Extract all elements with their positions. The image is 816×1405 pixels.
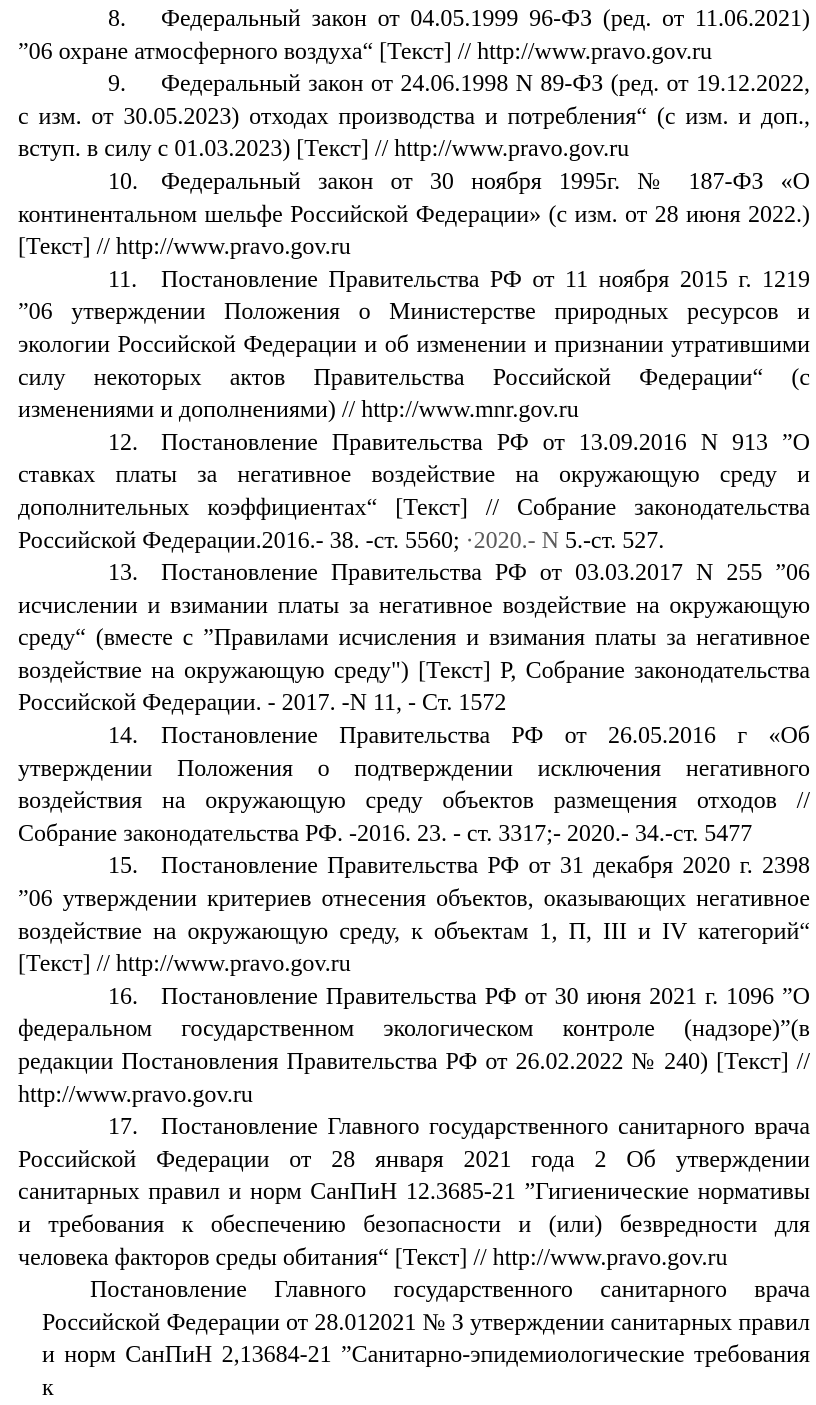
item-number: 12. xyxy=(108,429,138,456)
item-text: Постановление Правительства РФ от 26.05.2016 г «Об утверждении Положения о подтверждении исключения негативного воздействия на окружающую среду объектов размещения отходов // Собрание законодательства РФ. -2016. 23. - ст. 3317;- 2020.- 34.-ст. 5477 xyxy=(18,723,810,847)
item-number: 13. xyxy=(108,560,138,587)
item-number: 14. xyxy=(108,723,138,750)
list-item xyxy=(18,264,810,427)
item-number: 8. xyxy=(108,6,126,32)
item-number: 17. xyxy=(108,1114,138,1141)
item-text-faded: ·2020.- N xyxy=(459,527,565,554)
item-text-tail: 5.-ст. 527. xyxy=(564,527,665,554)
list-item xyxy=(18,427,810,557)
item-number: 16. xyxy=(108,983,138,1010)
item-text: Постановление Главного государственного санитарного врача Российской Федерации от 28 января 2021 года 2 Об утверждении санитарных правил и норм СанПиН 12.3685-21 ”Гигиенические нормативы и требования к обеспечению безопасности и (или) безвредности для человека факторов среды обитания“ [Текст] // http://www.pravo.gov.ru xyxy=(18,1114,810,1271)
item-number: 11. xyxy=(108,266,138,293)
item-number: 10. xyxy=(108,168,138,195)
list-item xyxy=(18,1111,810,1274)
list-item xyxy=(18,981,810,1111)
item-number: 15. xyxy=(108,853,138,880)
document-page xyxy=(18,3,810,1405)
list-item xyxy=(18,166,810,264)
item-text: Постановление Правительства РФ от 11 ноября 2015 г. 1219 ”06 утверждении Положения о Министерстве природных ресурсов и экологии Российской Федерации и об изменении и признании утратившими силу некоторых актов Правительства Российской Федерации“ (с изменениями и дополнениями) // http://www.mnr.gov.ru xyxy=(18,266,810,424)
item-text: Постановление Правительства РФ от 31 декабря 2020 г. 2398 ”06 утверждении критериев отнесения объектов, оказывающих негативное воздействие на окружающую среду, к объектам 1, П, III и IV категорий“ [Текст] // http://www.pravo.gov.ru xyxy=(18,853,810,978)
item-text: Федеральный закон от 24.06.1998 N 89-ФЗ (ред. от 19.12.2022, с изм. от 30.05.2023) отходах производства и потребления“ (с изм. и доп., вступ. в силу с 01.03.2023) [Текст] // http://www.pravo.gov.ru xyxy=(18,71,810,163)
list-item xyxy=(18,3,810,68)
item-text: Постановление Правительства РФ от 03.03.2017 N 255 ”06 исчислении и взимании платы за негативное воздействие на окружающую среду“ (вместе с ”Правилами исчисления и взимания платы за негативное воздействие на окружающую среду") [Текст] Р, Собрание законодательства Российской Федерации. - 2017. -N 11, - Ст. 1572 xyxy=(18,560,810,717)
list-item xyxy=(18,557,810,720)
item-text: Постановление Правительства РФ от 13.09.2016 N 913 ”О ставках платы за негативное воздействие на окружающую среду и дополнительных коэффициентах“ [Текст] // Собрание законодательства Российской Федерации.2016.- 38. -ст. 5560; xyxy=(18,429,810,554)
item-text: Федеральный закон от 30 ноября 1995г. № 187-ФЗ «О континентальном шельфе Российской Федерации» (с изм. от 28 июня 2022.) [Текст] // http://www.pravo.gov.ru xyxy=(18,168,810,261)
list-item xyxy=(18,68,810,166)
list-item xyxy=(18,850,810,980)
item-text: Постановление Правительства РФ от 30 июня 2021 г. 1096 ”О федеральном государственном экологическом контроле (надзоре)”(в редакции Постановления Правительства РФ от 26.02.2022 № 240) [Текст] // http://www.pravo.gov.ru xyxy=(18,983,810,1108)
item-text: Федеральный закон от 04.05.1999 96-ФЗ (ред. от 11.06.2021) ”06 охране атмосферного воздуха“ [Текст] // http://www.pravo.gov.ru xyxy=(18,6,810,65)
unnumbered-paragraph: Постановление Главного государственного санитарного врача Российской Федерации от 28.012021 № З утверждении санитарных правил и норм СанПиН 2,13684-21 ”Санитарно-эпидемиологические требования к xyxy=(42,1277,810,1401)
item-number: 9. xyxy=(108,71,126,98)
list-item xyxy=(18,720,810,850)
